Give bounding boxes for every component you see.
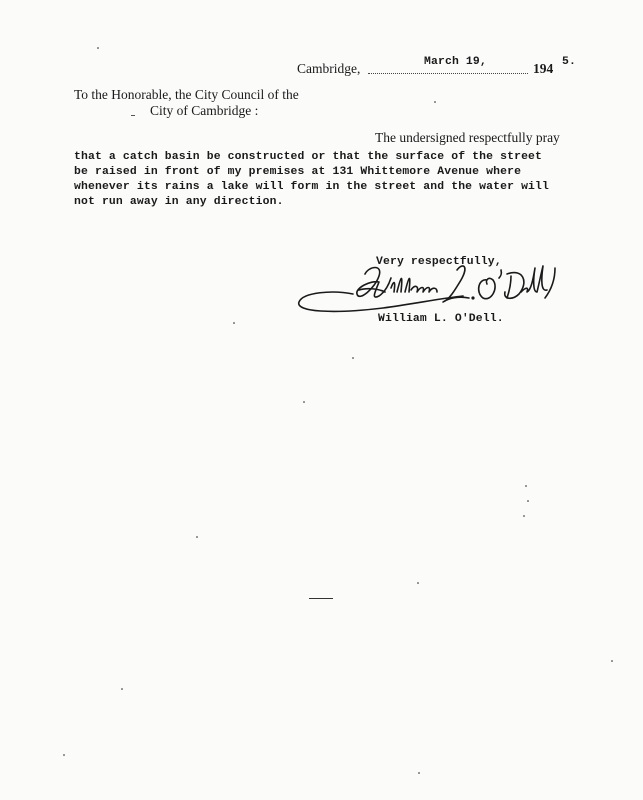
addressee-line-2: City of Cambridge : bbox=[150, 103, 259, 118]
paper-speck bbox=[611, 660, 613, 662]
paper-speck bbox=[196, 536, 198, 538]
paper-speck bbox=[523, 515, 525, 517]
date-dotted-line bbox=[368, 73, 528, 74]
addressee-dash bbox=[131, 115, 135, 116]
petition-body-line: whenever its rains a lake will form in the street and the water will bbox=[74, 181, 550, 193]
place-label: Cambridge, bbox=[297, 61, 361, 76]
paper-speck bbox=[121, 688, 123, 690]
closing-salutation: Very respectfully, bbox=[376, 256, 502, 268]
year-suffix: 5. bbox=[562, 56, 576, 68]
paper-speck bbox=[97, 47, 99, 49]
paper-speck bbox=[527, 500, 529, 502]
year-prefix: 194 bbox=[533, 61, 554, 76]
paper-speck bbox=[434, 101, 436, 103]
paper-speck bbox=[417, 582, 419, 584]
paper-speck bbox=[233, 322, 235, 324]
petition-body-line: be raised in front of my premises at 131 Whittemore Avenue where bbox=[74, 166, 522, 178]
typed-signer-name: William L. O'Dell. bbox=[378, 313, 504, 325]
paper-speck bbox=[525, 485, 527, 487]
petition-body-line: that a catch basin be constructed or that the surface of the street bbox=[74, 151, 543, 163]
paper-speck bbox=[303, 401, 305, 403]
stray-pen-mark bbox=[309, 598, 333, 599]
paper-speck bbox=[63, 754, 65, 756]
date-field: March 19, bbox=[424, 56, 487, 68]
paper-speck bbox=[352, 357, 354, 359]
petition-body-line: not run away in any direction. bbox=[74, 196, 284, 208]
paper-speck bbox=[418, 772, 420, 774]
addressee-line-1: To the Honorable, the City Council of the bbox=[74, 87, 299, 102]
petition-intro: The undersigned respectfully pray bbox=[375, 130, 560, 145]
